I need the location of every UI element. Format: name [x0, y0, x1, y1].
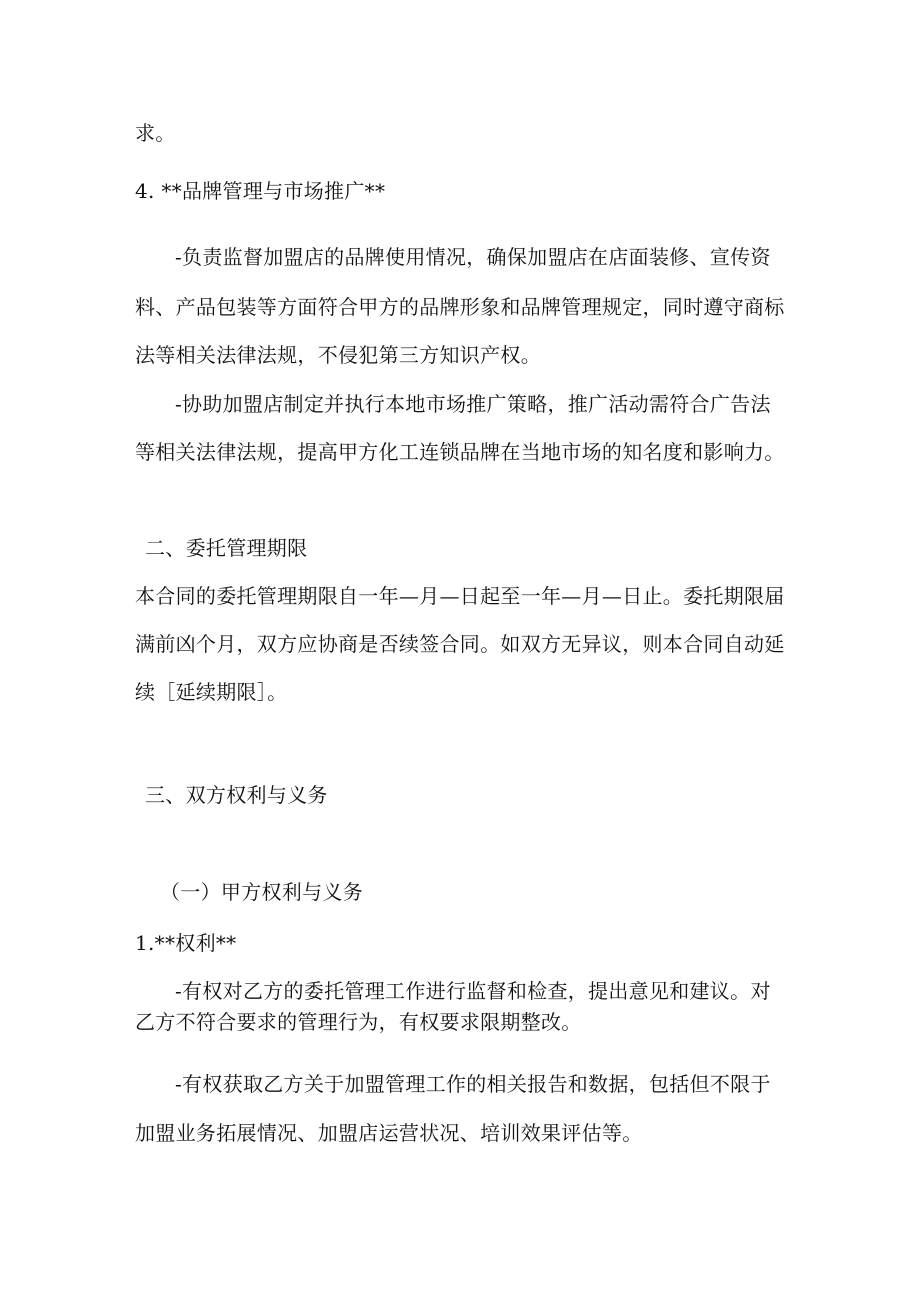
paragraph-line: 本合同的委托管理期限自一年—月—日起至一年—月—日止。委托期限届: [135, 584, 785, 608]
paragraph-line: 加盟业务拓展情况、加盟店运营状况、培训效果评估等。: [135, 1121, 643, 1145]
paragraph-line: 求。: [135, 121, 176, 145]
section-heading: 三、双方权利与义务: [145, 783, 328, 807]
paragraph-line: -有权获取乙方关于加盟管理工作的相关报告和数据，包括但不限于: [175, 1072, 771, 1096]
paragraph-line: 法等相关法律法规，不侵犯第三方知识产权。: [135, 343, 541, 367]
paragraph-line: 满前凶个月，双方应协商是否续签合同。如双方无异议，则本合同自动延: [135, 632, 785, 656]
paragraph-line: -负责监督加盟店的品牌使用情况，确保加盟店在店面装修、宣传资: [175, 245, 771, 269]
paragraph-line: -有权对乙方的委托管理工作进行监督和检查，提出意见和建议。对: [175, 979, 771, 1003]
paragraph-line: -协助加盟店制定并执行本地市场推广策略，推广活动需符合广告法: [175, 392, 771, 416]
section-heading: 4. **品牌管理与市场推广**: [135, 179, 386, 203]
paragraph-line: 续［延续期限］。: [135, 680, 288, 704]
paragraph-line: 乙方不符合要求的管理行为，有权要求限期整改。: [135, 1010, 582, 1034]
section-heading: 二、委托管理期限: [145, 536, 308, 560]
subsection-heading: （一）甲方权利与义务: [160, 880, 363, 904]
paragraph-line: 料、产品包装等方面符合甲方的品牌形象和品牌管理规定，同时遵守商标: [135, 295, 785, 319]
paragraph-line: 等相关法律法规，提高甲方化工连锁品牌在当地市场的知名度和影响力。: [135, 440, 785, 464]
item-heading: 1.**权利**: [135, 931, 237, 955]
